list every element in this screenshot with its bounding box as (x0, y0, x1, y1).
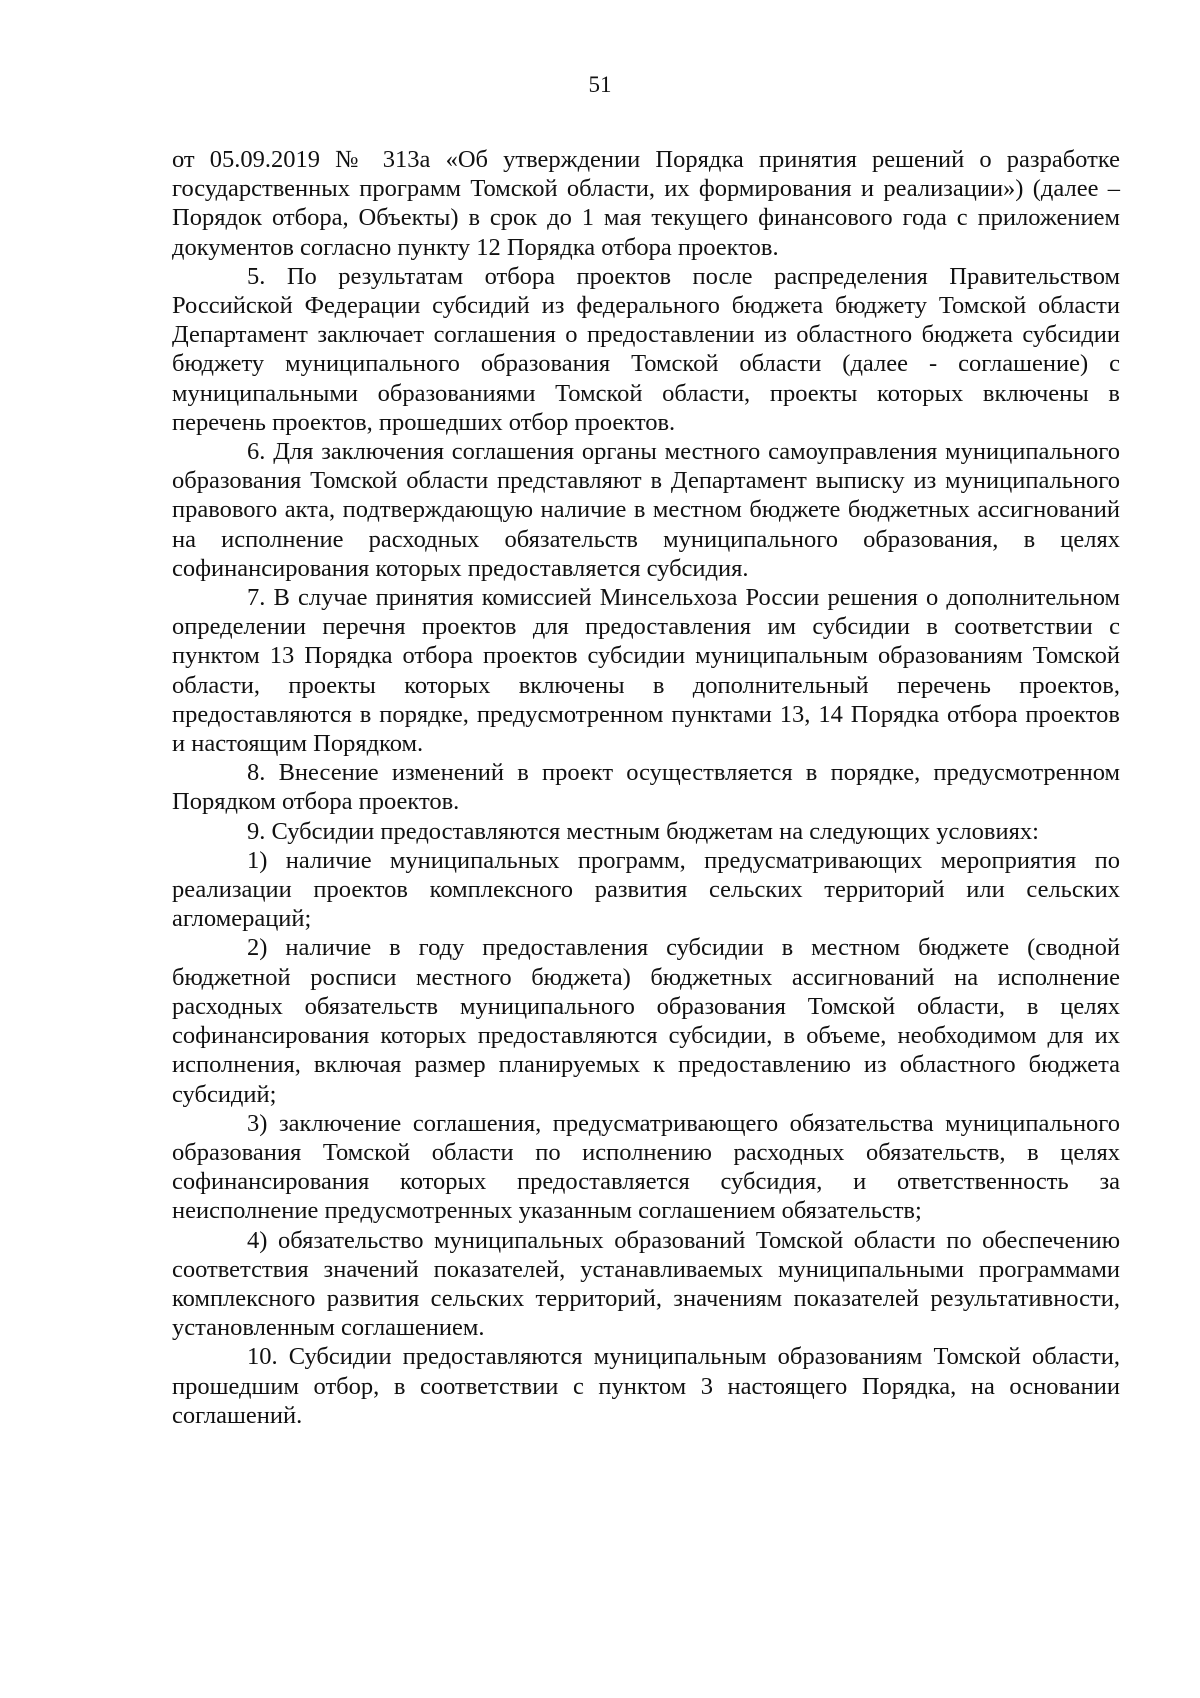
document-body (172, 145, 1120, 1430)
paragraph-item-9: 9. Субсидии предоставляются местным бюджетам на следующих условиях: (247, 817, 1039, 845)
paragraph-item-6: 6. Для заключения соглашения органы местного самоуправления муниципального образования Томской области представляют в Департамент выписку из муниципального правового акта, подтверждающую наличие в местном бюджете бюджетных ассигнований на исполнение расходных обязательств муниципального образования, в целях софинансирования которых предоставляется субсидия. (172, 438, 1120, 582)
paragraph-subitem-4: 4) обязательство муниципальных образований Томской области по обеспечению соответствия значений показателей, устанавливаемых муниципальными программами комплексного развития сельских территорий, значениям показателей результативности, установленным соглашением. (172, 1226, 1120, 1342)
paragraph-subitem-2: 2) наличие в году предоставления субсидии в местном бюджете (сводной бюджетной росписи местного бюджета) бюджетных ассигнований на исполнение расходных обязательств муниципального образования Томской области, в целях софинансирования которых предоставляются субсидии, в объеме, необходимом для их исполнения, включая размер планируемых к предоставлению из областного бюджета субсидий; (172, 934, 1120, 1108)
page-number: 51 (588, 72, 612, 97)
paragraph-item-8: 8. Внесение изменений в проект осуществляется в порядке, предусмотренном Порядком отбора проектов. (172, 759, 1120, 816)
paragraph-item-10: 10. Субсидии предоставляются муниципальным образованиям Томской области, прошедшим отбор, в соответствии с пунктом 3 настоящего Порядка, на основании соглашений. (172, 1343, 1120, 1429)
paragraph-continuation: от 05.09.2019 № 313а «Об утверждении Порядка принятия решений о разработке государственных программ Томской области, их формирования и реализации») (далее – Порядок отбора, Объекты) в срок до 1 мая текущего финансового года с приложением документов согласно пункту 12 Порядка отбора проектов. (172, 146, 1120, 261)
paragraph-item-7: 7. В случае принятия комиссией Минсельхоза России решения о дополнительном определении перечня проектов для предоставления им субсидии в соответствии с пунктом 13 Порядка отбора проектов субсидии муниципальным образованиям Томской области, проекты которых включены в дополнительный перечень проектов, предоставляются в порядке, предусмотренном пунктами 13, 14 Порядка отбора проектов и настоящим Порядком. (172, 584, 1120, 758)
paragraph-subitem-3: 3) заключение соглашения, предусматривающего обязательства муниципального образования Томской области по исполнению расходных обязательств, в целях софинансирования которых предоставляется субсидия, и ответственность за неисполнение предусмотренных указанным соглашением обязательств; (172, 1109, 1120, 1225)
paragraph-subitem-1: 1) наличие муниципальных программ, предусматривающих мероприятия по реализации проектов комплексного развития сельских территорий или сельских агломераций; (172, 846, 1120, 933)
paragraph-item-5: 5. По результатам отбора проектов после распределения Правительством Российской Федерации субсидий из федерального бюджета бюджету Томской области Департамент заключает соглашения о предоставлении из областного бюджета субсидии бюджету муниципального образования Томской области (далее - соглашение) с муниципальными образованиями Томской области, проекты которых включены в перечень проектов, прошедших отбор проектов. (172, 262, 1120, 436)
